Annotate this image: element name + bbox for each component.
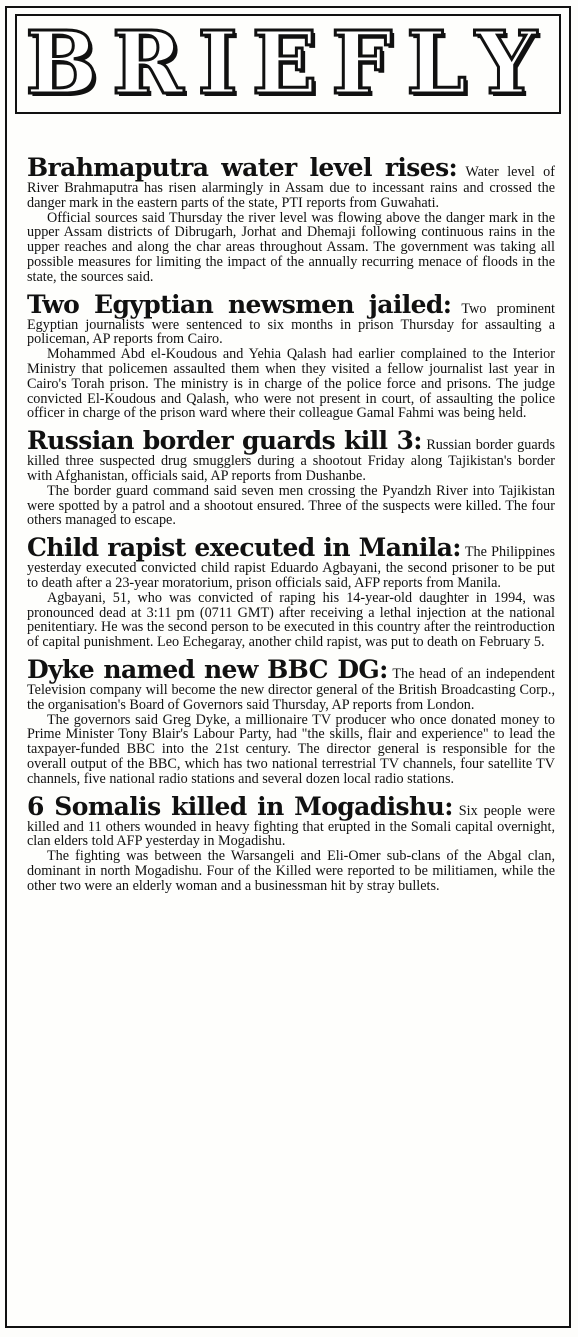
story-headline: Brahmaputra water level rises:: [27, 153, 458, 182]
masthead-title: BRIEFLY: [25, 13, 551, 114]
story-somalis-killed: [27, 793, 555, 894]
stories-container: [7, 114, 569, 893]
story-paragraph: The governors said Greg Dyke, a millionaire TV producer who once donated money to Prime Minister Tony Blair's Labour Party, had "the skills, flair and experience" to lead the taxpayer-funded BBC into the 21st century. The director general is responsible for the overall output of the BBC, which has two national terrestrial TV channels, four satellite TV channels, five national radio stations and several dozen local radio stations.: [27, 711, 555, 787]
story-headline: 6 Somalis killed in Mogadishu:: [27, 791, 453, 821]
story-headline: Child rapist executed in Manila:: [27, 533, 461, 563]
story-lead: The head of an independent Television company will become the new director general of the British Broadcasting Corp., the organisation's Board of Governors said Thursday, AP reports from London.: [27, 665, 556, 713]
story-headline: Two Egyptian newsmen jailed:: [27, 289, 452, 319]
story-child-rapist-executed: [27, 534, 555, 650]
story-lead: Two prominent Egyptian journalists were sentenced to six months in prison Thursday for assaulting a policeman, AP reports from Cairo.: [27, 300, 555, 348]
story-egyptian-newsmen: [27, 291, 555, 422]
story-paragraph: Mohammed Abd el-Koudous and Yehia Qalash had earlier complained to the Interior Ministry that policemen assaulted them when they visited a fellow journalist last year in Cairo's Torah prison. The ministry is in charge of the police force and prisons. The judge convicted El-Koudous and Qalash, who were not present in court, of assaulting the police officer in charge of the prison ward where their colleague Gamal Fahmi was being held.: [27, 346, 555, 422]
story-dyke-bbc: [27, 656, 555, 787]
story-paragraph: Agbayani, 51, who was convicted of raping his 14-year-old daughter in 1994, was pronounced dead at 3:11 pm (0711 GMT) after receiving a lethal injection at the national penitentiary. He was the second person to be executed in this country after the reintroduction of capital punishment. Leo Echegaray, another child rapist, was put to death on February 5.: [27, 589, 555, 651]
story-russian-border-guards: [27, 427, 555, 528]
story-brahmaputra: [27, 154, 555, 285]
story-headline: Dyke named new BBC DG:: [27, 654, 388, 684]
briefly-column: [5, 6, 571, 1328]
story-paragraph: Official sources said Thursday the river level was flowing above the danger mark in the upper Assam districts of Dibrugarh, Jorhat and Dhemaji following continuous rains in the upper reaches and along the char areas throughout Assam. The government was taking all possible measures for limiting the impact of the annually recurring menace of floods in the state, the sources said.: [27, 209, 555, 285]
story-paragraph: The border guard command said seven men crossing the Pyandzh River into Tajikistan were spotted by a patrol and a shootout ensured. Three of the suspects were killed. The four others managed to escape.: [27, 482, 555, 529]
story-lead: The Philippines yesterday executed convicted child rapist Eduardo Agbayani, the second prisoner to be put to death after a 23-year moratorium, prison officials said, AFP reports from Manila.: [27, 544, 555, 591]
story-lead: Russian border guards killed three suspected drug smugglers during a shootout Friday along Tajikistan's border with Afghanistan, officials said, AP reports from Dushanbe.: [27, 437, 555, 484]
story-lead: Water level of River Brahmaputra has risen alarmingly in Assam due to incessant rains and crossed the danger mark in the eastern parts of the state, PTI reports from Guwahati.: [27, 164, 555, 211]
masthead: [15, 14, 561, 114]
story-paragraph: The fighting was between the Warsangeli and Eli-Omer sub-clans of the Abgal clan, dominant in north Mogadishu. Four of the Killed were reported to be militiamen, while the other two were an elderly woman and a businessman hit by stray bullets.: [27, 848, 555, 894]
story-lead: Six people were killed and 11 others wounded in heavy fighting that erupted in the Somali capital overnight, clan elders told AFP yesterday in Mogadishu.: [27, 802, 555, 850]
story-headline: Russian border guards kill 3:: [27, 426, 422, 456]
